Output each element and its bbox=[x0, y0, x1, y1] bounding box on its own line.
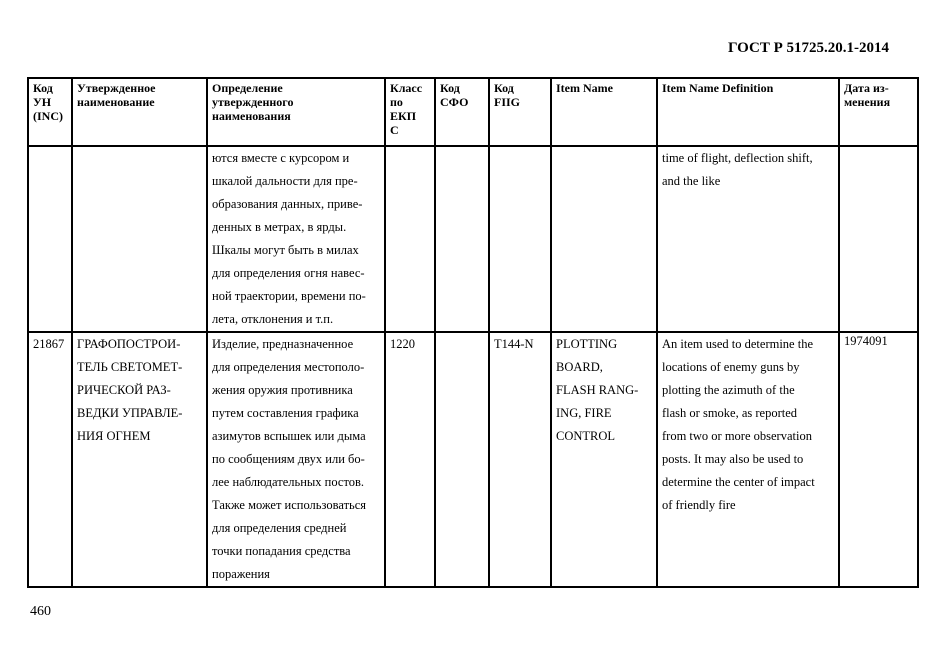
cell-item-name bbox=[551, 146, 657, 332]
cell-text: Изделие, предназначенное bbox=[212, 337, 354, 351]
cell-text: BOARD, bbox=[556, 360, 603, 374]
cell-item-def bbox=[657, 146, 839, 332]
column-header bbox=[207, 78, 385, 146]
cell-fiig bbox=[489, 332, 551, 587]
cell-text: determine the center of impact bbox=[662, 475, 815, 489]
cell-text: для определения средней bbox=[212, 521, 347, 535]
cell-text: plotting the azimuth of the bbox=[662, 383, 795, 397]
cell-sfo bbox=[435, 146, 489, 332]
cell-text: денных в метрах, в ярды. bbox=[212, 220, 347, 234]
cell-text: ВЕДКИ УПРАВЛЕ- bbox=[77, 406, 183, 420]
header-text: Дата из- bbox=[844, 81, 889, 95]
cell-text: time of flight, deflection shift, bbox=[662, 151, 813, 165]
table-row bbox=[28, 332, 918, 587]
cell-text: 21867 bbox=[33, 337, 65, 351]
header-text: Утвержденное bbox=[77, 81, 156, 95]
cell-text: and the like bbox=[662, 174, 721, 188]
cell-text: PLOTTING bbox=[556, 337, 618, 351]
column-header bbox=[657, 78, 839, 146]
column-header bbox=[72, 78, 207, 146]
cell-text: жения оружия противника bbox=[212, 383, 353, 397]
cell-text: Также может использоваться bbox=[212, 498, 367, 512]
cell-text: поражения bbox=[212, 567, 270, 581]
header-text: менения bbox=[844, 95, 891, 109]
cell-text: locations of enemy guns by bbox=[662, 360, 800, 374]
cell-definition bbox=[207, 332, 385, 587]
header-text: наименование bbox=[77, 95, 155, 109]
cell-fiig bbox=[489, 146, 551, 332]
column-header bbox=[839, 78, 918, 146]
cell-text: лета, отклонения и т.п. bbox=[212, 312, 334, 326]
header-text: Item Name Definition bbox=[662, 81, 774, 95]
header-text: утвержденного bbox=[212, 95, 294, 109]
cell-text: FLASH RANG- bbox=[556, 383, 639, 397]
table-row bbox=[28, 146, 918, 332]
column-header bbox=[28, 78, 72, 146]
cell-text: Шкалы могут быть в милах bbox=[212, 243, 359, 257]
cell-text: образования данных, приве- bbox=[212, 197, 363, 211]
cell-class bbox=[385, 332, 435, 587]
cell-text: ТЕЛЬ СВЕТОМЕТ- bbox=[77, 360, 183, 374]
catalog-table bbox=[27, 77, 919, 588]
header-text: по bbox=[390, 95, 403, 109]
header-text: ЕКП bbox=[390, 109, 417, 123]
header-text: УН bbox=[33, 95, 52, 109]
header-text: С bbox=[390, 123, 399, 137]
cell-date bbox=[839, 146, 918, 332]
header-text: Item Name bbox=[556, 81, 613, 95]
column-header bbox=[489, 78, 551, 146]
cell-text: posts. It may also be used to bbox=[662, 452, 804, 466]
cell-text: азимутов вспышек или дыма bbox=[212, 429, 366, 443]
cell-text: по сообщениям двух или бо- bbox=[212, 452, 365, 466]
cell-date bbox=[839, 332, 918, 587]
cell-text: flash or smoke, as reported bbox=[662, 406, 798, 420]
cell-text: лее наблюдательных постов. bbox=[212, 475, 365, 489]
cell-name bbox=[72, 146, 207, 332]
cell-name bbox=[72, 332, 207, 587]
cell-text: ются вместе с курсором и bbox=[212, 151, 350, 165]
column-header bbox=[551, 78, 657, 146]
header-text: Определение bbox=[212, 81, 283, 95]
cell-text: from two or more observation bbox=[662, 429, 812, 443]
page-number: 460 bbox=[30, 604, 51, 619]
cell-text: НИЯ ОГНЕМ bbox=[77, 429, 151, 443]
cell-text: ной траектории, времени по- bbox=[212, 289, 366, 303]
cell-text: of friendly fire bbox=[662, 498, 736, 512]
cell-text: шкалой дальности для пре- bbox=[212, 174, 358, 188]
cell-item-def bbox=[657, 332, 839, 587]
header-text: Код bbox=[440, 81, 460, 95]
cell-text: 1220 bbox=[390, 337, 415, 351]
cell-text: ГРАФОПОСТРОИ- bbox=[77, 337, 181, 351]
cell-text: T144-N bbox=[494, 337, 534, 351]
cell-text: точки попадания средства bbox=[212, 544, 351, 558]
column-header bbox=[385, 78, 435, 146]
cell-text: 1974091 bbox=[844, 334, 888, 348]
column-header bbox=[435, 78, 489, 146]
cell-text: CONTROL bbox=[556, 429, 616, 443]
header-text: наименования bbox=[212, 109, 291, 123]
header-text: Код bbox=[494, 81, 514, 95]
cell-text: для определения местополо- bbox=[212, 360, 365, 374]
document-title: ГОСТ Р 51725.20.1-2014 bbox=[727, 40, 889, 56]
cell-text: путем составления графика bbox=[212, 406, 359, 420]
cell-definition bbox=[207, 146, 385, 332]
header-text: Класс bbox=[390, 81, 423, 95]
header-text: FIIG bbox=[494, 95, 521, 109]
header-text: Код bbox=[33, 81, 53, 95]
header-text: (INC) bbox=[33, 109, 63, 123]
cell-text: ING, FIRE bbox=[556, 406, 612, 420]
cell-text: An item used to determine the bbox=[662, 337, 814, 351]
table-header-row bbox=[28, 78, 918, 146]
cell-class bbox=[385, 146, 435, 332]
cell-inc bbox=[28, 146, 72, 332]
cell-text: для определения огня навес- bbox=[212, 266, 365, 280]
cell-item-name bbox=[551, 332, 657, 587]
cell-inc bbox=[28, 332, 72, 587]
cell-sfo bbox=[435, 332, 489, 587]
cell-text: РИЧЕСКОЙ РАЗ- bbox=[77, 383, 171, 397]
header-text: СФО bbox=[440, 95, 469, 109]
